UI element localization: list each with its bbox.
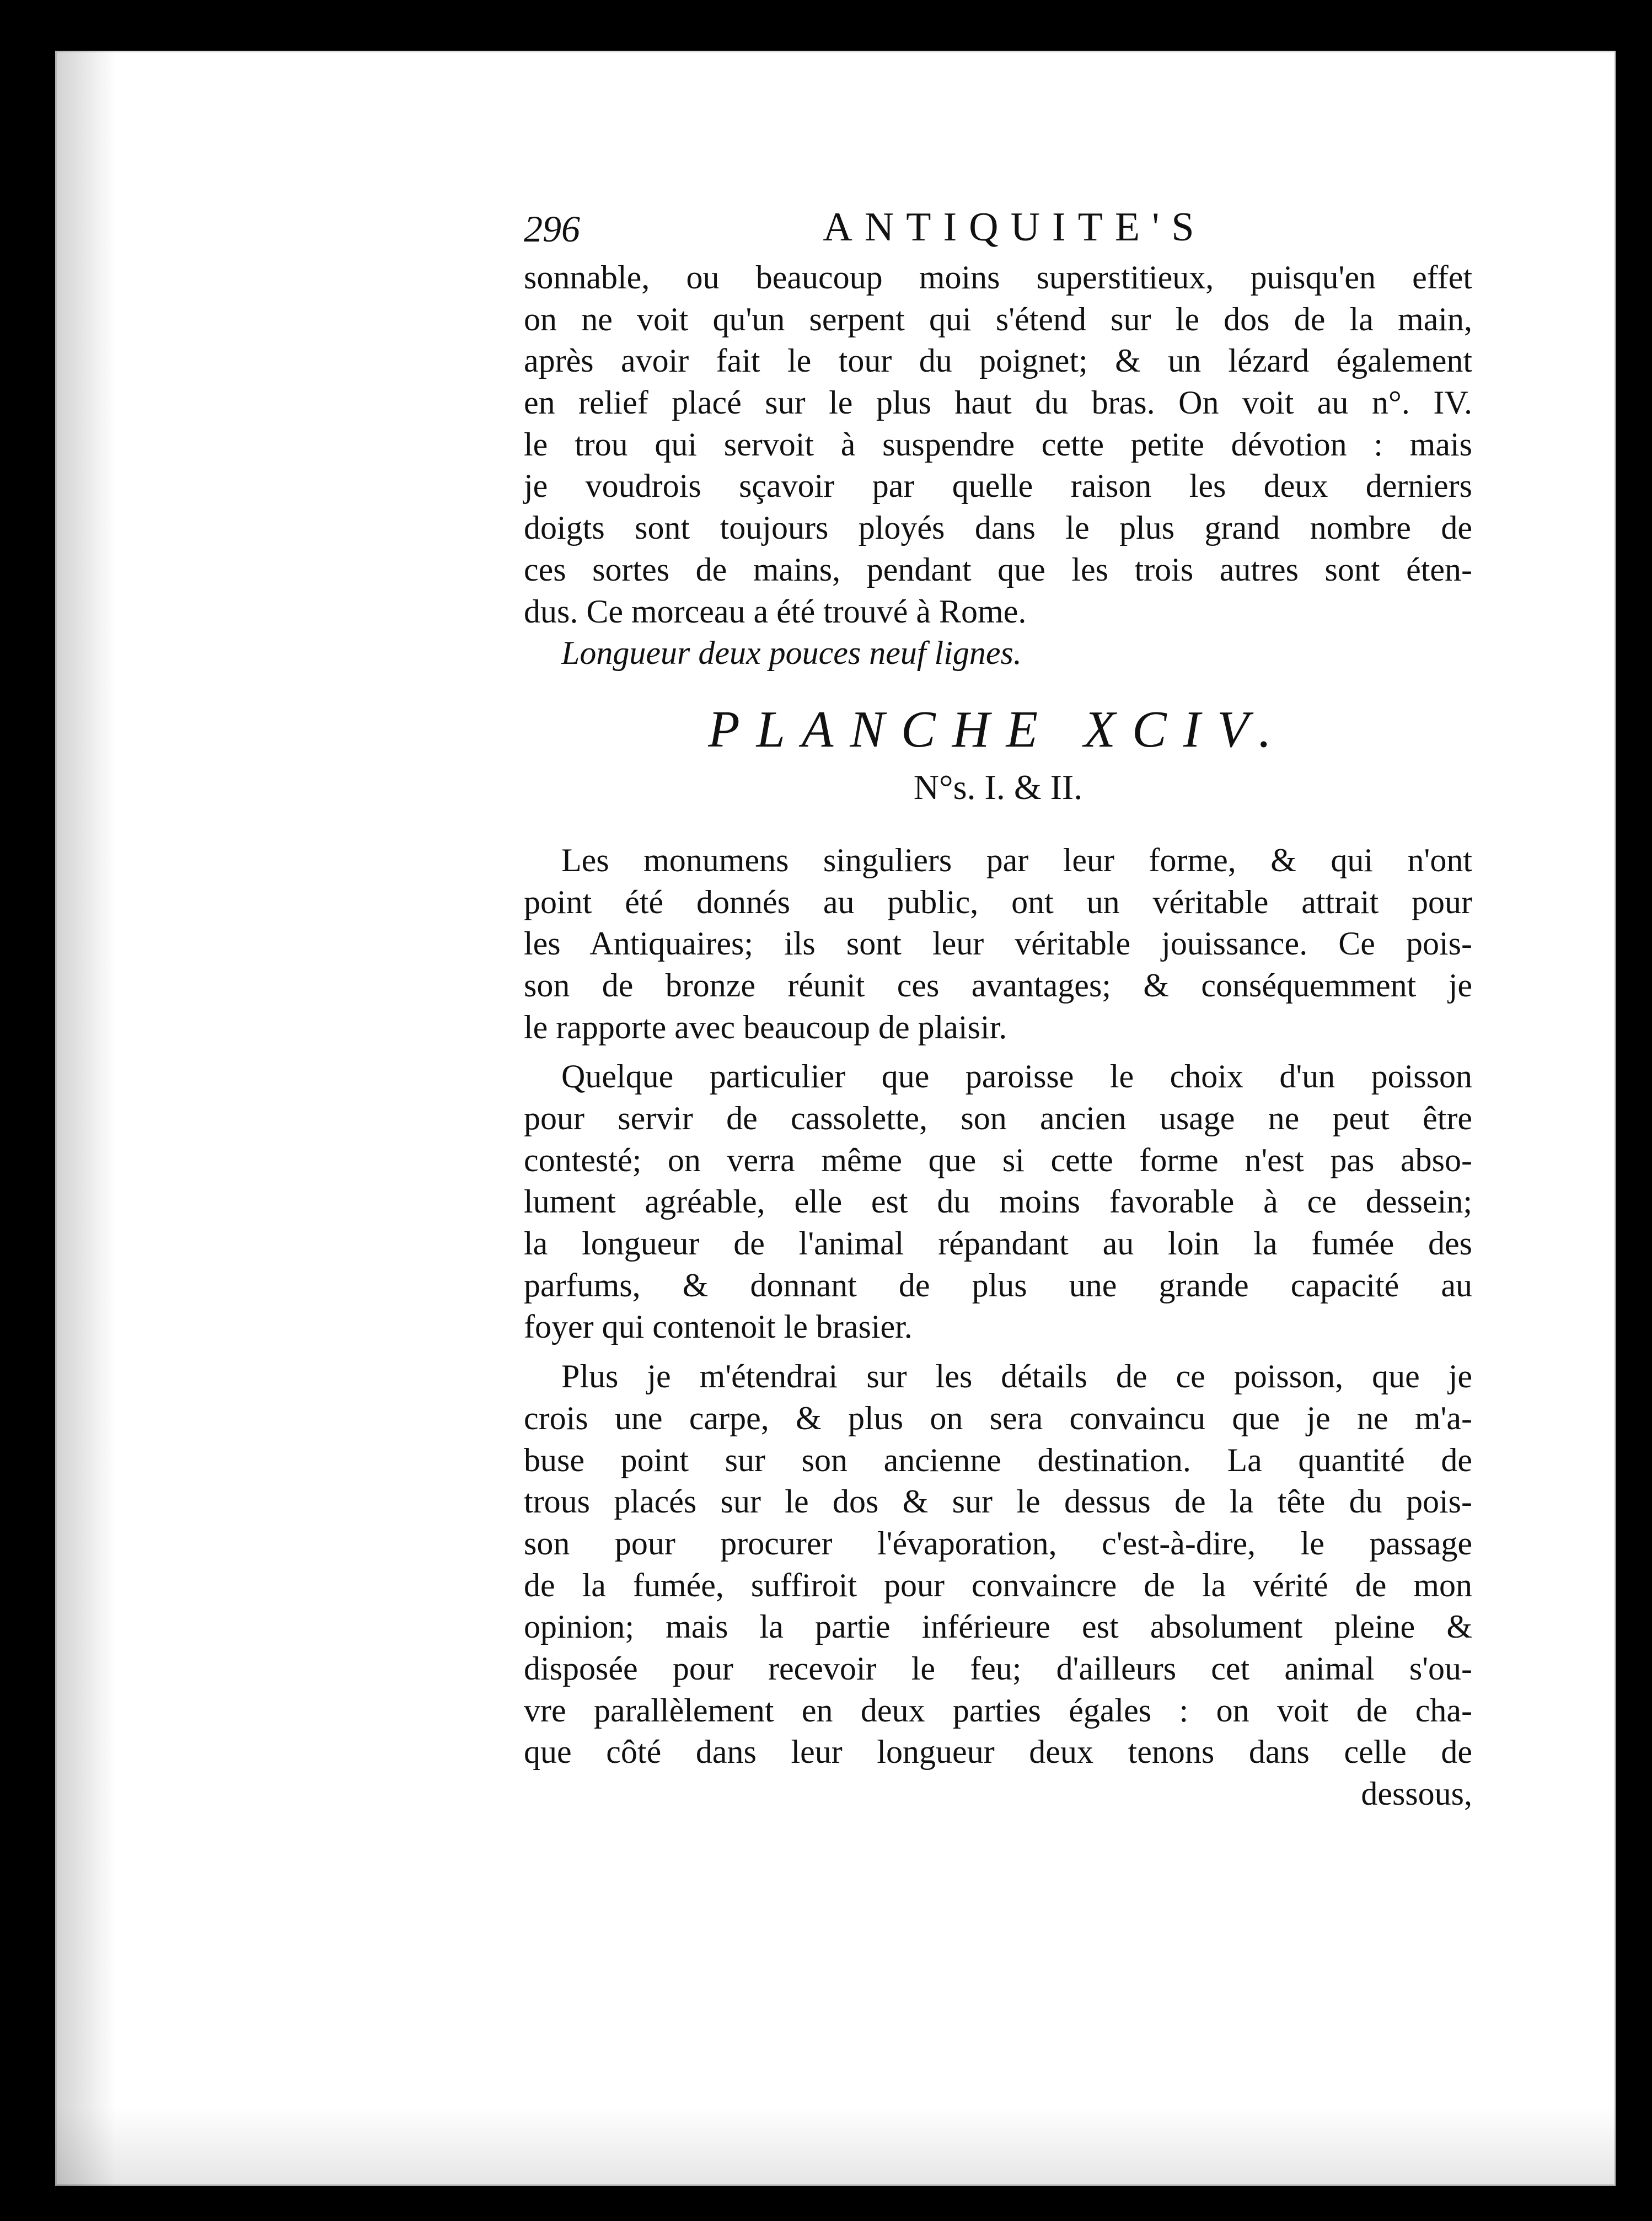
text-line: pour servir de cassolette, son ancien usage ne peut être	[524, 1100, 1472, 1136]
page-header	[524, 204, 1472, 257]
text-line: Plus je m'étendrai sur les détails de ce poisson, que je	[561, 1358, 1472, 1395]
text-line: ces sortes de mains, pendant que les trois autres sont éten-	[524, 551, 1472, 588]
text-line: foyer qui contenoit le brasier.	[524, 1308, 913, 1345]
text-line: crois une carpe, & plus on sera convaincu que je ne m'a-	[524, 1399, 1472, 1436]
text-line: de la fumée, suffiroit pour convaincre de la vérité de mon	[524, 1566, 1472, 1603]
text-line: son pour procurer l'évaporation, c'est-à-dire, le passage	[524, 1525, 1472, 1562]
text-line: opinion; mais la partie inférieure est absolument pleine &	[524, 1608, 1472, 1645]
text-line: les Antiquaires; ils sont leur véritable jouissance. Ce pois-	[524, 925, 1472, 962]
text-line: après avoir fait le tour du poignet; & un lézard également	[524, 342, 1472, 379]
text-line: buse point sur son ancienne destination. La quantité de	[524, 1441, 1472, 1478]
text-line: Les monumens singuliers par leur forme, & qui n'ont	[561, 841, 1472, 878]
text-line: je voudrois sçavoir par quelle raison les deux derniers	[524, 468, 1472, 505]
plate-subtitle: N°s. I. & II.	[913, 767, 1083, 807]
text-line: lument agréable, elle est du moins favorable à ce dessein;	[524, 1183, 1472, 1220]
page-gutter-shadow	[55, 51, 116, 2186]
continued-paragraph	[524, 257, 1472, 674]
text-line: trous placés sur le dos & sur le dessus de la tête du pois-	[524, 1483, 1472, 1520]
text-line: doigts sont toujours ployés dans le plus grand nombre de	[524, 509, 1472, 546]
text-line: le rapporte avec beaucoup de plaisir.	[524, 1008, 1007, 1045]
page-bottom-shadow	[55, 2106, 1616, 2186]
text-line: la longueur de l'animal répandant au loin la fumée des	[524, 1225, 1472, 1262]
text-line: le trou qui servoit à suspendre cette petite dévotion : mais	[524, 426, 1472, 463]
page-number: 296	[524, 208, 580, 250]
text-line: Quelque particulier que paroisse le choix d'un poisson	[561, 1058, 1472, 1095]
text-line: en relief placé sur le plus haut du bras. On voit au n°. IV.	[524, 384, 1472, 421]
text-line: disposée pour recevoir le feu; d'ailleurs cet animal s'ou-	[524, 1650, 1472, 1687]
paragraph-2	[524, 1056, 1472, 1348]
measure-line: Longueur deux pouces neuf lignes.	[561, 635, 1022, 672]
text-line: on ne voit qu'un serpent qui s'étend sur le dos de la main,	[524, 301, 1472, 337]
text-line: son de bronze réunit ces avantages; & conséquemment je	[524, 967, 1472, 1004]
running-head: ANTIQUITE'S	[823, 205, 1206, 250]
paragraph-3	[524, 1356, 1472, 1815]
text-line: contesté; on verra même que si cette forme n'est pas abso-	[524, 1141, 1472, 1178]
plate-title: PLANCHE XCIV.	[708, 700, 1288, 758]
text-line: que côté dans leur longueur deux tenons dans celle de	[524, 1734, 1472, 1771]
text-line: parfums, & donnant de plus une grande capacité au	[524, 1267, 1472, 1303]
paragraph-1	[524, 840, 1472, 1048]
page-text-block	[524, 204, 1472, 1815]
text-line: dus. Ce morceau a été trouvé à Rome.	[524, 593, 1027, 630]
text-line: point été donnés au public, ont un véritable attrait pour	[524, 883, 1472, 920]
text-line: vre parallèlement en deux parties égales : on voit de cha-	[524, 1692, 1472, 1729]
text-line: sonnable, ou beaucoup moins superstitieux, puisqu'en effet	[524, 259, 1472, 296]
catchword: dessous,	[1361, 1775, 1472, 1812]
